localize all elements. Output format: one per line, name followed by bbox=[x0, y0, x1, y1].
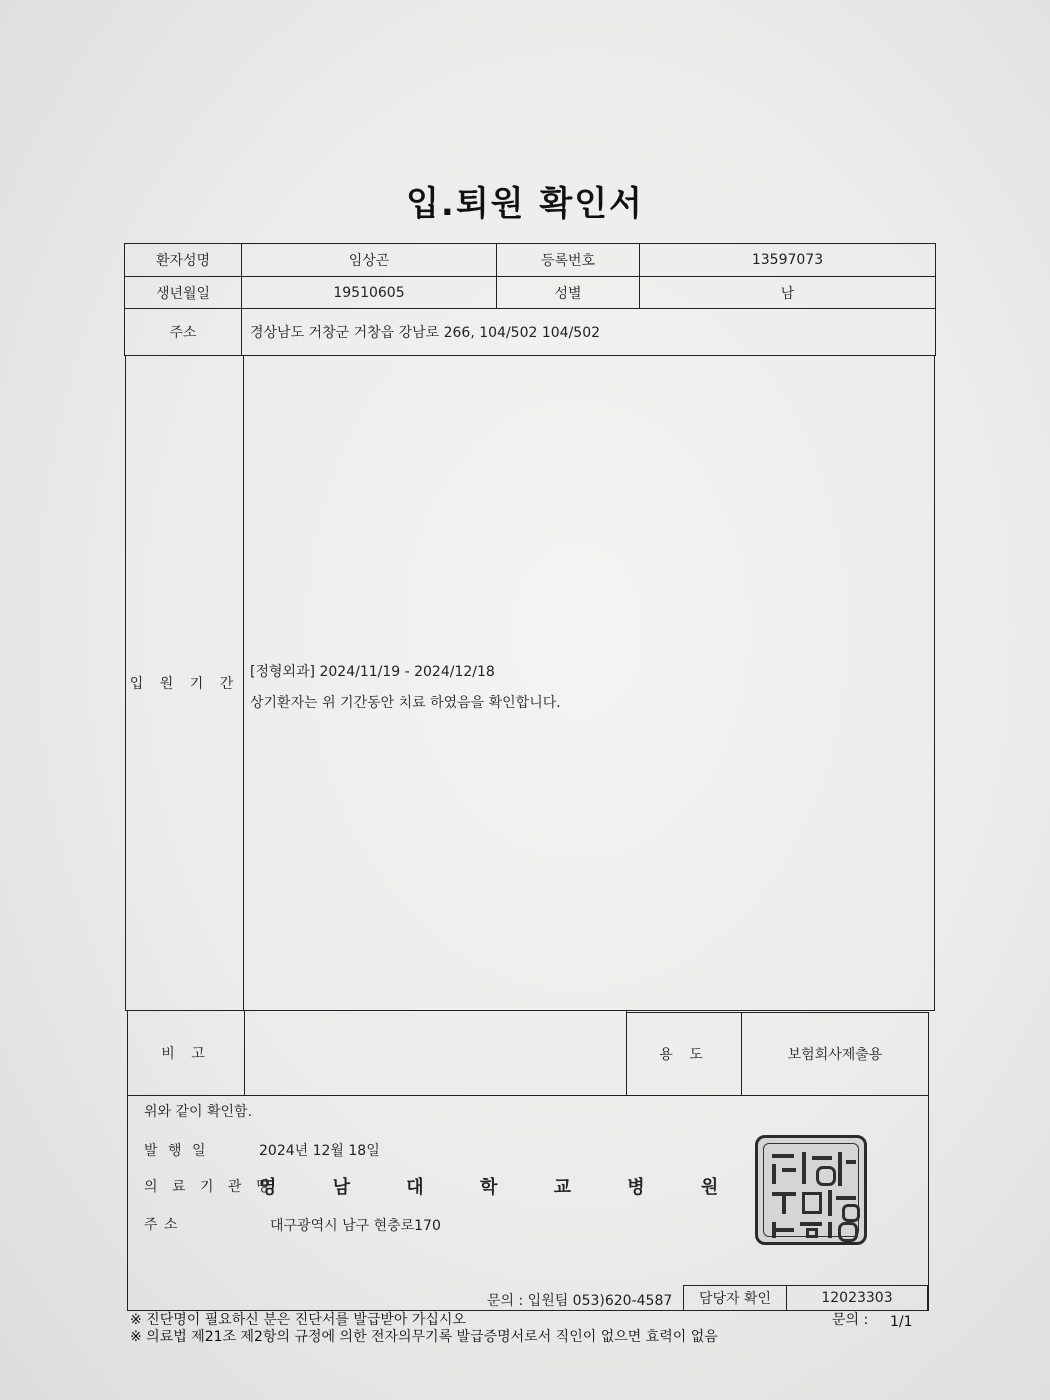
seal-stroke bbox=[782, 1196, 786, 1214]
seal-stroke bbox=[772, 1164, 776, 1184]
staff-id: 12023303 bbox=[786, 1285, 928, 1311]
reg-label: 등록번호 bbox=[496, 243, 640, 277]
remarks-value bbox=[244, 1010, 627, 1096]
seal-stroke bbox=[772, 1154, 794, 1158]
birth-date: 19510605 bbox=[241, 276, 497, 309]
confirm-text: 위와 같이 확인함. bbox=[144, 1104, 253, 1120]
issue-date: 2024년 12월 18일 bbox=[259, 1143, 380, 1159]
registration-number: 13597073 bbox=[639, 243, 936, 277]
footnote-diagnosis: ※ 진단명이 필요하신 분은 진단서를 발급받아 가십시오 bbox=[130, 1312, 466, 1328]
purpose-value: 보험회사제출용 bbox=[741, 1012, 929, 1096]
institution-name: 영 남 대 학 교 병 원 bbox=[259, 1177, 719, 1198]
seal-stroke bbox=[802, 1192, 822, 1214]
name-label: 환자성명 bbox=[124, 243, 242, 277]
footnote-legal: ※ 의료법 제21조 제2항의 규정에 의한 전자의무기록 발급증명서로서 직인이 없으면 효력이 없음 bbox=[130, 1329, 718, 1345]
seal-stroke bbox=[828, 1190, 832, 1216]
seal-stroke bbox=[812, 1156, 832, 1160]
admission-period: [정형외과] 2024/11/19 - 2024/12/18 bbox=[250, 664, 495, 680]
address-label: 주소 bbox=[124, 308, 242, 356]
inquiry-text: 문의 : 입원팀 053)620-4587 bbox=[487, 1293, 673, 1309]
seal-stroke bbox=[836, 1196, 856, 1200]
seal-stroke bbox=[802, 1152, 806, 1184]
sex-label: 성별 bbox=[496, 276, 640, 309]
patient-address: 경상남도 거창군 거창읍 강남로 266, 104/502 104/502 bbox=[241, 308, 936, 356]
issue-date-label: 발 행 일 bbox=[144, 1143, 209, 1159]
institution-address: 대구광역시 남구 현충로170 bbox=[270, 1218, 441, 1234]
admission-content-box bbox=[243, 355, 935, 1011]
patient-sex: 남 bbox=[639, 276, 936, 309]
official-seal bbox=[755, 1135, 867, 1245]
page-number: 1/1 bbox=[890, 1314, 913, 1330]
seal-stroke bbox=[782, 1168, 796, 1172]
seal-stroke bbox=[838, 1152, 842, 1186]
admission-statement: 상기환자는 위 기간동안 치료 하였음을 확인합니다. bbox=[250, 695, 561, 711]
inquiry-label-secondary: 문의 : bbox=[832, 1312, 869, 1328]
seal-stroke bbox=[806, 1228, 818, 1238]
purpose-label: 용 도 bbox=[626, 1012, 742, 1096]
seal-stroke bbox=[816, 1166, 836, 1186]
seal-stroke bbox=[842, 1204, 860, 1222]
document-title: 입.퇴원 확인서 bbox=[406, 184, 644, 224]
seal-stroke bbox=[776, 1228, 794, 1232]
seal-stroke bbox=[828, 1222, 832, 1238]
institution-address-label: 주 소 bbox=[144, 1217, 179, 1233]
seal-stroke bbox=[838, 1222, 858, 1242]
seal-stroke bbox=[846, 1160, 856, 1164]
admission-period-label: 입 원 기 간 bbox=[125, 355, 244, 1011]
seal-stroke bbox=[800, 1222, 822, 1226]
birth-label: 생년월일 bbox=[124, 276, 242, 309]
institution-label: 의 료 기 관 명 bbox=[144, 1179, 275, 1195]
staff-confirm-label: 담당자 확인 bbox=[683, 1285, 787, 1311]
patient-name: 임상곤 bbox=[241, 243, 497, 277]
remarks-label: 비 고 bbox=[127, 1010, 245, 1096]
